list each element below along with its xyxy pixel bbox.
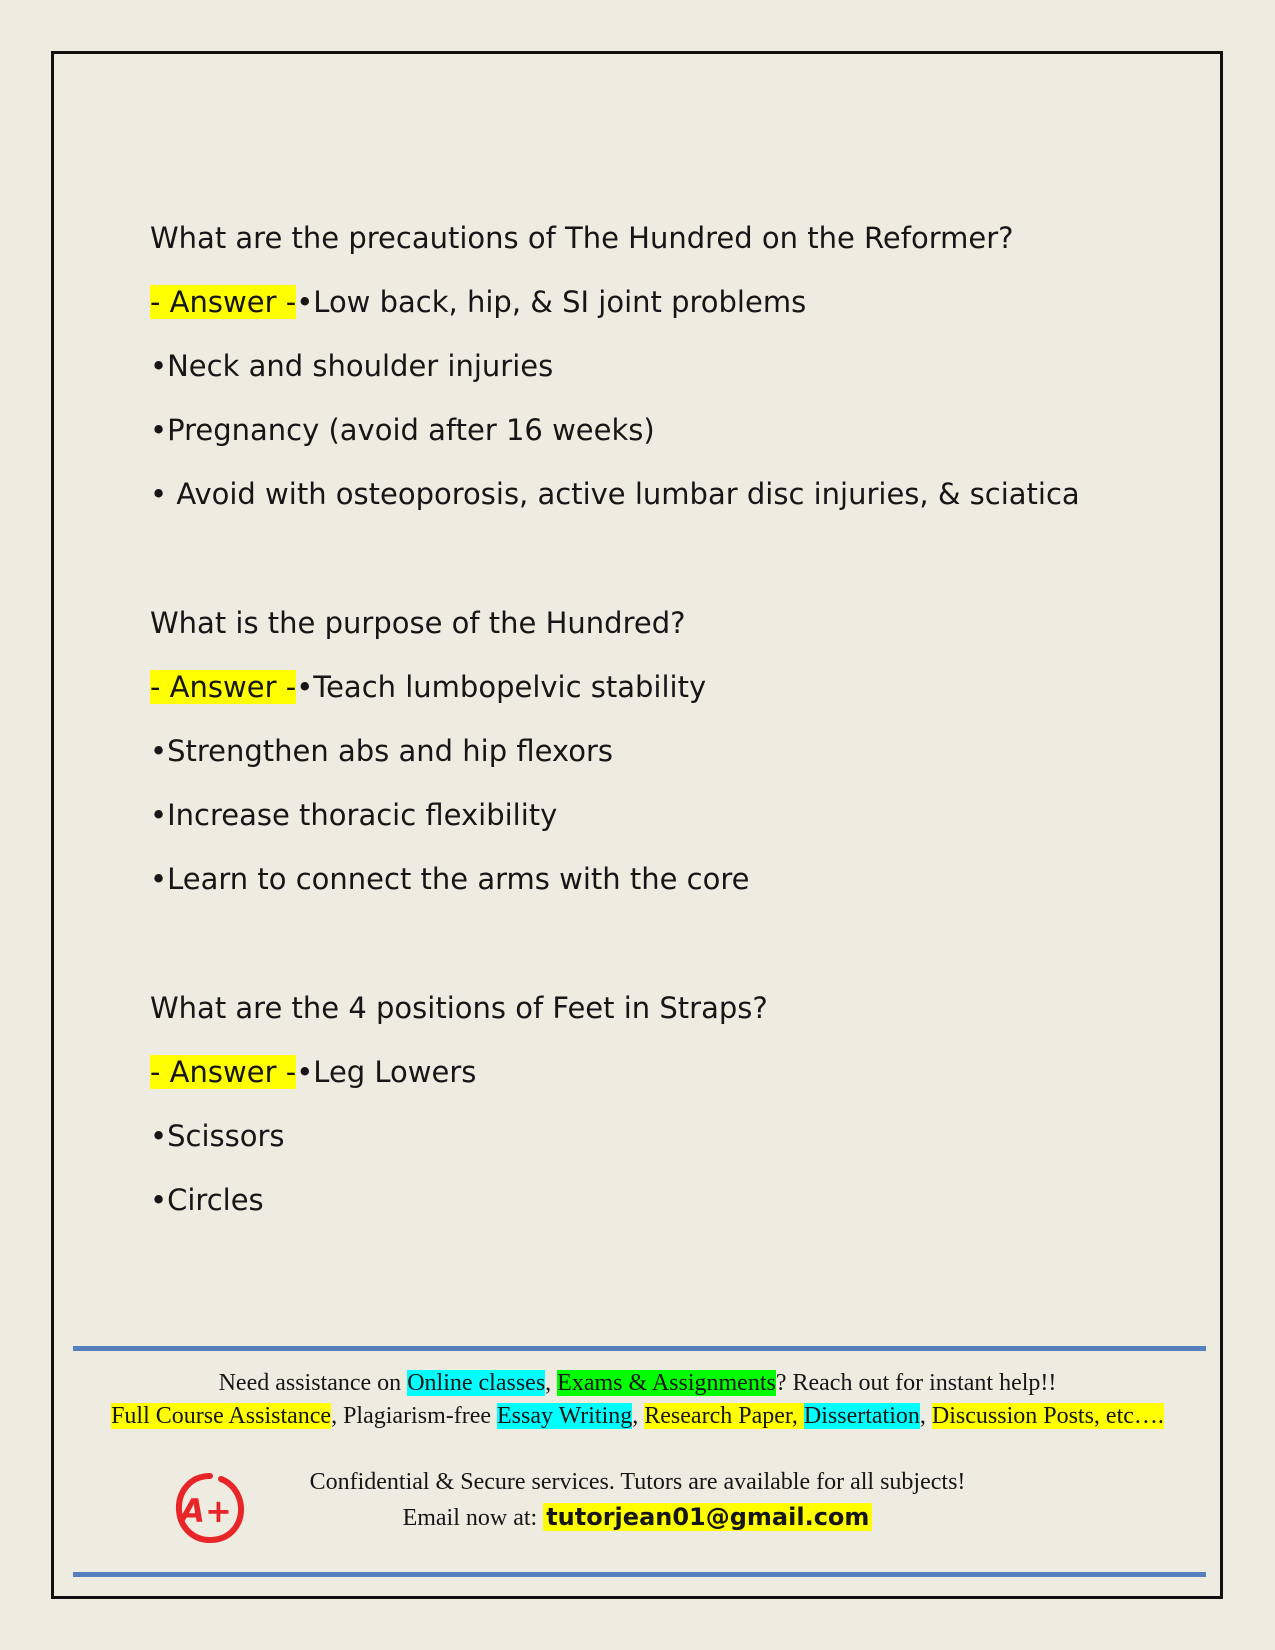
answer-3-first (150, 1054, 476, 1090)
confidential-line: Confidential & Secure services. Tutors are available for all subjects! (309, 1469, 966, 1495)
footer-line-2 (0, 1401, 1275, 1431)
dissertation-highlight: Dissertation (803, 1403, 920, 1429)
answer-text: •Teach lumbopelvic stability (296, 670, 707, 704)
footer-line-1 (0, 1368, 1275, 1398)
answer-1-item: • Avoid with osteoporosis, active lumbar disc injuries, & sciatica (150, 477, 1080, 511)
answer-text: •Low back, hip, & SI joint problems (296, 285, 807, 319)
footer-text: , (919, 1403, 932, 1429)
answer-label: - Answer - (150, 1055, 297, 1089)
footer-text: , (632, 1403, 645, 1429)
footer-text: , Plagiarism-free (331, 1403, 498, 1429)
email-address[interactable]: tutorjean01@gmail.com (543, 1503, 872, 1531)
footer-rule-bottom (73, 1572, 1206, 1577)
answer-1-item: •Pregnancy (avoid after 16 weeks) (150, 413, 655, 447)
footer-text: Need assistance on (218, 1370, 408, 1396)
discussion-highlight: Discussion Posts, etc…. (931, 1403, 1164, 1429)
answer-2-first (150, 669, 706, 705)
answer-label: - Answer - (150, 285, 297, 319)
full-course-highlight: Full Course Assistance (111, 1403, 332, 1429)
question-3: What are the 4 positions of Feet in Straps? (150, 991, 768, 1025)
answer-1-first (150, 284, 806, 320)
footer-rule-top (73, 1346, 1206, 1351)
footer-text: ? Reach out for instant help!! (775, 1370, 1057, 1396)
answer-3-item: •Scissors (150, 1119, 285, 1153)
email-prefix: Email now at: (402, 1505, 544, 1531)
answer-2-item: •Learn to connect the arms with the core (150, 862, 750, 896)
answer-3-item: •Circles (150, 1183, 264, 1217)
answer-label: - Answer - (150, 670, 297, 704)
footer-text: , (545, 1370, 558, 1396)
online-classes-highlight: Online classes (407, 1370, 546, 1396)
badge-text: A+ (180, 1492, 232, 1530)
question-2: What is the purpose of the Hundred? (150, 606, 686, 640)
exams-highlight: Exams & Assignments (557, 1370, 776, 1396)
research-highlight: Research Paper, (644, 1403, 804, 1429)
answer-text: •Leg Lowers (296, 1055, 477, 1089)
essay-highlight: Essay Writing (497, 1403, 633, 1429)
email-line (0, 1502, 1275, 1533)
answer-2-item: •Increase thoracic flexibility (150, 798, 558, 832)
answer-1-item: •Neck and shoulder injuries (150, 349, 554, 383)
answer-2-item: •Strengthen abs and hip flexors (150, 734, 613, 768)
question-1: What are the precautions of The Hundred on the Reformer? (150, 221, 1014, 255)
